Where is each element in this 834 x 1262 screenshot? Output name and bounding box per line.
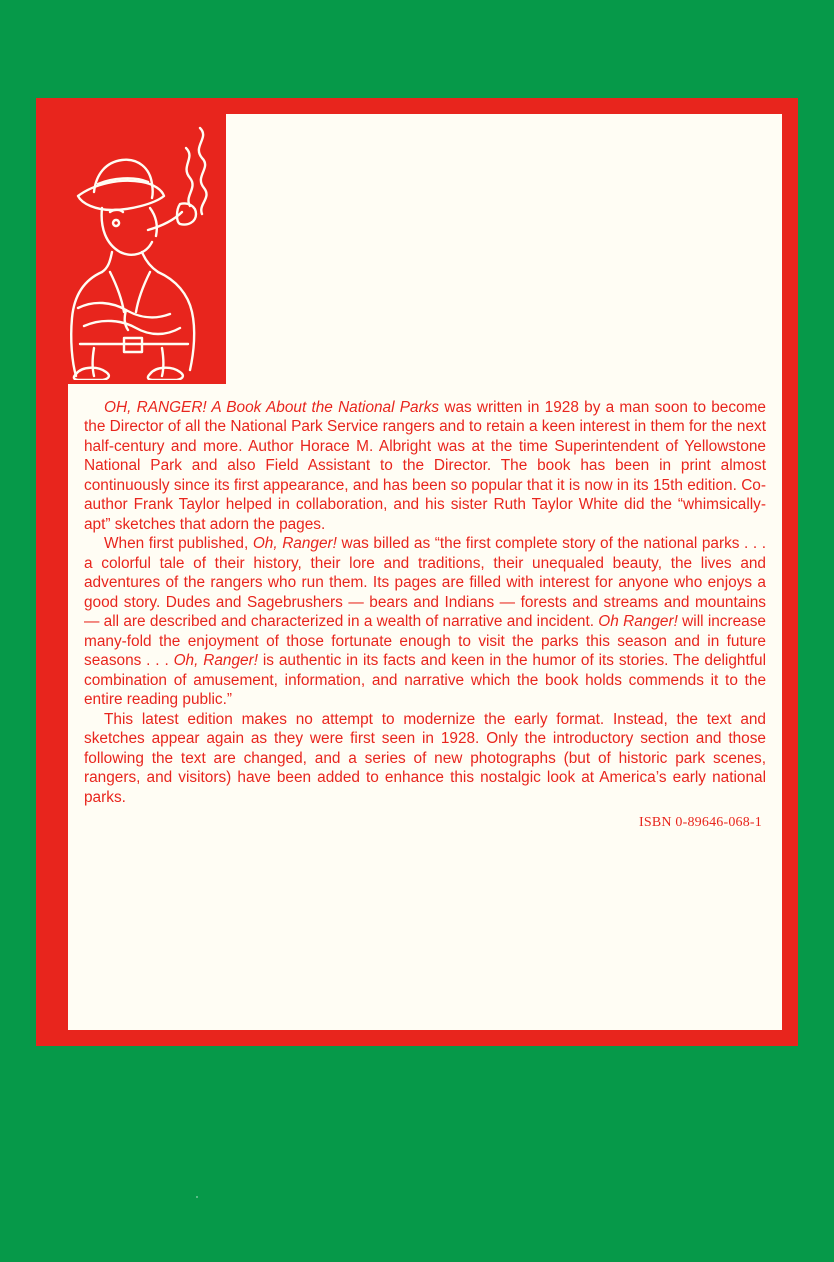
- book-title-italic: Oh, Ranger!: [173, 652, 258, 670]
- book-title-italic: Oh Ranger!: [598, 613, 678, 631]
- book-title-italic: OH, RANGER! A Book About the National Parks: [104, 399, 440, 416]
- scan-speck: [196, 1196, 198, 1198]
- blurb-paragraph-1: OH, RANGER! A Book About the National Parks was written in 1928 by a man soon to become the Director of all the National Park Service rangers and to retain a keen interest in them for the next half-century and more. Author Horace M. Albright was at the time Superintendent of Yellowstone National Park and also Field Assistant to the Director. The book has been in print almost continuously since its first appearance, and has been so popular that it is now in its 15th edition. Co-author Frank Taylor helped in collaboration, and his sister Ruth Taylor White did the “whimsically-apt” sketches that adorn the pages.: [84, 399, 766, 533]
- blurb-paragraph-3: This latest edition makes no attempt to modernize the early format. Instead, the text and sketches appear again as they were first seen in 1928. Only the introductory section and those following the text are changed, and a series of new photographs (but of historic park scenes, rangers, and visitors) have been added to enhance this nostalgic look at America’s early national parks.: [84, 710, 766, 806]
- isbn-text: ISBN 0-89646-068-1: [639, 815, 762, 831]
- ranger-with-pipe-sketch: [50, 112, 220, 380]
- book-title-italic: Oh, Ranger!: [252, 535, 337, 553]
- cover-white-inset: [226, 114, 782, 384]
- blurb-paragraph-2: When first published, Oh, Ranger! was billed as “the first complete story of the national parks . . . a colorful tale of their history, their lore and traditions, their unequaled beauty, the lives and adventures of the rangers who run them. Its pages are filled with interest for anyone who enjoys a good story. Dudes and Sagebrushers — bears and Indians — forests and streams and mountains — all are described and characterized in a wealth of narrative and incident. Oh Ranger! will increase many-fold the enjoyment of those fortunate enough to visit the parks this season and in future seasons . . . Oh, Ranger! is authentic in its facts and keen in the humor of its stories. The delightful combination of amusement, information, and narrative which the book holds commends it to the entire reading public.”: [84, 535, 766, 709]
- red-cover-panel: [36, 98, 798, 1046]
- back-cover-blurb: [68, 384, 782, 1030]
